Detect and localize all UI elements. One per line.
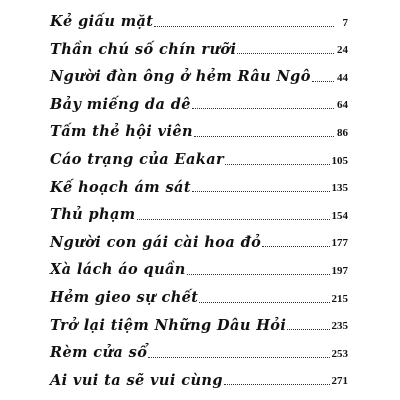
dot-leader [287, 329, 329, 330]
toc-entry-6[interactable] [50, 142, 348, 170]
chapter-title: Cáo trạng của Eakar [50, 151, 225, 169]
toc-entry-9[interactable] [50, 225, 348, 253]
page-number: 44 [337, 71, 348, 84]
page-number: 64 [337, 99, 348, 112]
chapter-title: Tấm thẻ hội viên [50, 123, 193, 141]
page-number: 177 [331, 237, 348, 250]
chapter-title: Ai vui ta sẽ vui cùng [50, 371, 223, 389]
dot-leader [224, 384, 330, 385]
chapter-title: Hẻm gieo sự chết [50, 289, 199, 307]
chapter-title: Bảy miếng da dê [50, 95, 191, 113]
page-number: 86 [337, 126, 348, 139]
dot-leader [194, 136, 334, 137]
page-number: 215 [331, 292, 348, 305]
table-of-contents [50, 4, 348, 390]
chapter-title: Kẻ giấu mặt [50, 13, 154, 31]
page-number: 105 [331, 154, 348, 167]
page-number: 271 [331, 375, 348, 388]
chapter-title: Trở lại tiệm Những Dâu Hỏi [50, 316, 287, 334]
chapter-title: Người con gái cài hoa đỏ [50, 233, 262, 251]
dot-leader [137, 219, 330, 220]
chapter-title: Thần chú số chín rưỡi [50, 40, 237, 58]
chapter-title: Người đàn ông ở hẻm Râu Ngô [50, 68, 311, 86]
dot-leader [237, 53, 334, 54]
chapter-title: Kế hoạch ám sát [50, 178, 191, 196]
page-number: 7 [342, 16, 348, 29]
toc-entry-10[interactable] [50, 252, 348, 280]
toc-entry-14[interactable] [50, 363, 348, 391]
toc-entry-12[interactable] [50, 308, 348, 336]
dot-leader [154, 26, 334, 27]
page-number: 235 [331, 320, 348, 333]
toc-entry-7[interactable] [50, 170, 348, 198]
toc-entry-1[interactable] [50, 4, 348, 32]
page-number: 154 [331, 209, 348, 222]
toc-entry-3[interactable] [50, 59, 348, 87]
dot-leader [192, 108, 334, 109]
toc-entry-2[interactable] [50, 32, 348, 60]
page-number: 253 [331, 347, 348, 360]
dot-leader [192, 191, 330, 192]
page-number: 197 [331, 264, 348, 277]
dot-leader [199, 302, 329, 303]
toc-entry-13[interactable] [50, 335, 348, 363]
dot-leader [148, 357, 329, 358]
page-number: 135 [331, 182, 348, 195]
chapter-title: Thủ phạm [50, 206, 136, 224]
toc-entry-5[interactable] [50, 114, 348, 142]
dot-leader [225, 164, 329, 165]
chapter-title: Rèm cửa sổ [50, 344, 148, 362]
toc-entry-8[interactable] [50, 197, 348, 225]
dot-leader [187, 274, 330, 275]
chapter-title: Xà lách áo quần [50, 261, 186, 279]
toc-entry-11[interactable] [50, 280, 348, 308]
dot-leader [312, 81, 334, 82]
toc-entry-4[interactable] [50, 87, 348, 115]
dot-leader [262, 246, 329, 247]
page-number: 24 [337, 44, 348, 57]
